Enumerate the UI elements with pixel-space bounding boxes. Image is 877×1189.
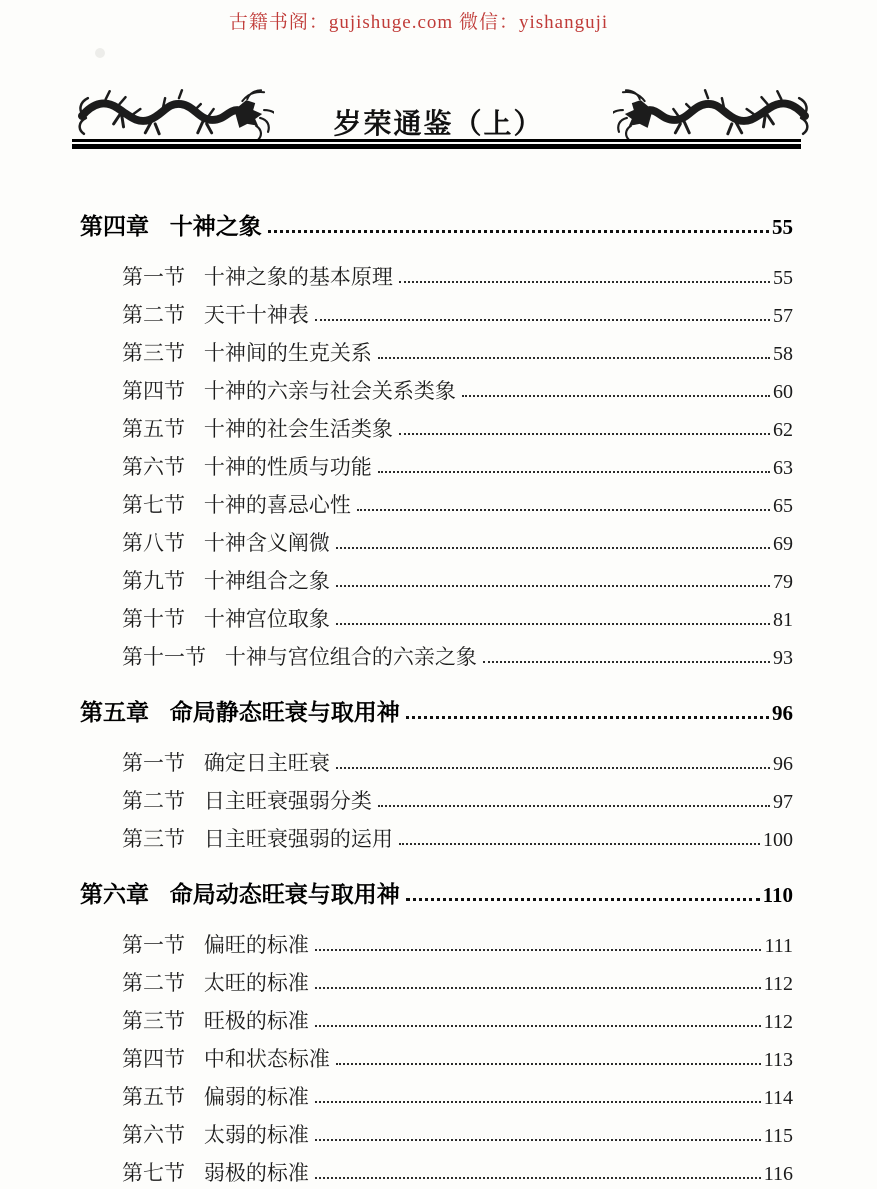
book-title: 岁荣通鉴（上） <box>333 109 544 140</box>
double-rule <box>72 139 801 150</box>
dot-leader <box>357 509 770 511</box>
toc-entry-title: 十神之象 <box>169 214 262 239</box>
toc-row <box>80 683 793 727</box>
dot-leader <box>399 433 770 435</box>
toc-row <box>80 959 793 997</box>
dot-leader <box>315 1177 761 1179</box>
toc-entry-title: 十神的六亲与社会关系类象 <box>203 379 456 403</box>
toc-page-number: 93 <box>773 647 793 669</box>
toc-row <box>80 443 793 481</box>
toc-row <box>80 329 793 367</box>
toc-page-number: 100 <box>763 829 793 851</box>
toc-row <box>80 481 793 519</box>
scan-smudge <box>95 48 105 58</box>
toc-row <box>80 1111 793 1149</box>
dot-leader <box>315 1025 761 1027</box>
toc-row <box>80 865 793 909</box>
toc-row <box>80 291 793 329</box>
toc-entry-title: 十神与宫位组合的六亲之象 <box>224 645 477 669</box>
toc-entry-title: 天干十神表 <box>203 303 309 327</box>
toc-entry-label: 第九节 <box>122 569 185 593</box>
dot-leader <box>378 805 770 807</box>
toc-entry-label: 第一节 <box>122 751 185 775</box>
toc-entry-title: 十神宫位取象 <box>203 607 330 631</box>
toc-page-number: 63 <box>773 457 793 479</box>
toc-entry-label: 第十一节 <box>122 645 206 669</box>
toc-row <box>80 1035 793 1073</box>
dot-leader <box>399 281 770 283</box>
toc-entry-label: 第六章 <box>80 882 149 907</box>
toc-row <box>80 739 793 777</box>
toc-entry-label: 第四节 <box>122 379 185 403</box>
toc-entry-title: 日主旺衰强弱分类 <box>203 789 372 813</box>
toc-entry-title: 命局动态旺衰与取用神 <box>169 882 400 907</box>
toc-entry-label: 第三节 <box>122 1009 185 1033</box>
toc-page-number: 57 <box>773 305 793 327</box>
toc-page-number: 62 <box>773 419 793 441</box>
toc-entry-title: 太弱的标准 <box>203 1123 309 1147</box>
toc-row <box>80 197 793 241</box>
toc-entry-label: 第六节 <box>122 1123 185 1147</box>
dot-leader <box>336 585 770 587</box>
toc-page-number: 58 <box>773 343 793 365</box>
toc-entry-title: 弱极的标准 <box>203 1161 309 1185</box>
toc-entry-label: 第五节 <box>122 417 185 441</box>
dot-leader <box>336 1063 761 1065</box>
toc-entry-title: 十神的社会生活类象 <box>203 417 393 441</box>
toc-row <box>80 1149 793 1187</box>
dot-leader <box>315 1139 761 1141</box>
toc-page-number: 116 <box>763 1163 793 1185</box>
toc-page-number: 112 <box>763 973 793 995</box>
toc-row <box>80 557 793 595</box>
toc-row <box>80 253 793 291</box>
toc-entry-label: 第七节 <box>122 493 185 517</box>
toc-page-number: 113 <box>763 1049 793 1071</box>
toc-row <box>80 777 793 815</box>
toc-entry-title: 十神间的生克关系 <box>203 341 372 365</box>
toc-entry-title: 确定日主旺衰 <box>203 751 330 775</box>
dragon-icon <box>613 84 811 144</box>
toc-entry-label: 第二节 <box>122 789 185 813</box>
toc-entry-label: 第四章 <box>80 214 149 239</box>
dot-leader <box>336 767 770 769</box>
bookseller-watermark: 古籍书阁：gujishuge.com 微信：yishanguji <box>228 12 609 33</box>
dot-leader <box>336 547 770 549</box>
toc-page-number: 79 <box>773 571 793 593</box>
toc-entry-title: 十神的喜忌心性 <box>203 493 351 517</box>
toc-entry-label: 第五章 <box>80 700 149 725</box>
toc-entry-title: 十神含义阐微 <box>203 531 330 555</box>
toc-entry-label: 第八节 <box>122 531 185 555</box>
toc-row <box>80 595 793 633</box>
dot-leader <box>406 716 769 719</box>
toc-entry-label: 第三节 <box>122 827 185 851</box>
toc-entry-label: 第三节 <box>122 341 185 365</box>
toc-row <box>80 519 793 557</box>
toc-page-number: 114 <box>763 1087 793 1109</box>
toc-entry-title: 日主旺衰强弱的运用 <box>203 827 393 851</box>
dot-leader <box>483 661 770 663</box>
toc-entry-label: 第七节 <box>122 1161 185 1185</box>
toc-page-number: 110 <box>762 883 793 907</box>
toc-page-number: 65 <box>773 495 793 517</box>
table-of-contents <box>80 155 793 1187</box>
dot-leader <box>315 1101 761 1103</box>
toc-entry-label: 第一节 <box>122 265 185 289</box>
page-header <box>0 80 877 158</box>
toc-row <box>80 405 793 443</box>
toc-row <box>80 921 793 959</box>
toc-entry-title: 旺极的标准 <box>203 1009 309 1033</box>
toc-row <box>80 633 793 671</box>
dot-leader <box>406 898 760 901</box>
toc-page-number: 97 <box>773 791 793 813</box>
toc-page-number: 69 <box>773 533 793 555</box>
toc-entry-label: 第二节 <box>122 971 185 995</box>
toc-page-number: 60 <box>773 381 793 403</box>
toc-page-number: 96 <box>773 753 793 775</box>
dot-leader <box>268 230 769 233</box>
toc-entry-label: 第六节 <box>122 455 185 479</box>
toc-entry-title: 十神的性质与功能 <box>203 455 372 479</box>
dot-leader <box>378 471 770 473</box>
toc-entry-title: 十神之象的基本原理 <box>203 265 393 289</box>
toc-entry-title: 十神组合之象 <box>203 569 330 593</box>
toc-entry-label: 第十节 <box>122 607 185 631</box>
toc-page-number: 112 <box>763 1011 793 1033</box>
toc-entry-title: 中和状态标准 <box>203 1047 330 1071</box>
toc-entry-title: 偏旺的标准 <box>203 933 309 957</box>
dot-leader <box>462 395 770 397</box>
toc-entry-title: 命局静态旺衰与取用神 <box>169 700 400 725</box>
dot-leader <box>336 623 770 625</box>
toc-row <box>80 367 793 405</box>
toc-entry-label: 第四节 <box>122 1047 185 1071</box>
toc-page-number: 81 <box>773 609 793 631</box>
toc-entry-title: 偏弱的标准 <box>203 1085 309 1109</box>
dot-leader <box>399 843 760 845</box>
toc-page-number: 111 <box>764 935 793 957</box>
toc-row <box>80 1073 793 1111</box>
dot-leader <box>378 357 770 359</box>
toc-page-number: 115 <box>763 1125 793 1147</box>
toc-row <box>80 815 793 853</box>
toc-entry-label: 第一节 <box>122 933 185 957</box>
toc-page-number: 96 <box>772 701 793 725</box>
toc-entry-label: 第二节 <box>122 303 185 327</box>
toc-row <box>80 997 793 1035</box>
dot-leader <box>315 319 770 321</box>
toc-page-number: 55 <box>772 215 793 239</box>
dot-leader <box>315 987 761 989</box>
toc-page-number: 55 <box>773 267 793 289</box>
toc-entry-title: 太旺的标准 <box>203 971 309 995</box>
dot-leader <box>315 949 762 951</box>
toc-entry-label: 第五节 <box>122 1085 185 1109</box>
